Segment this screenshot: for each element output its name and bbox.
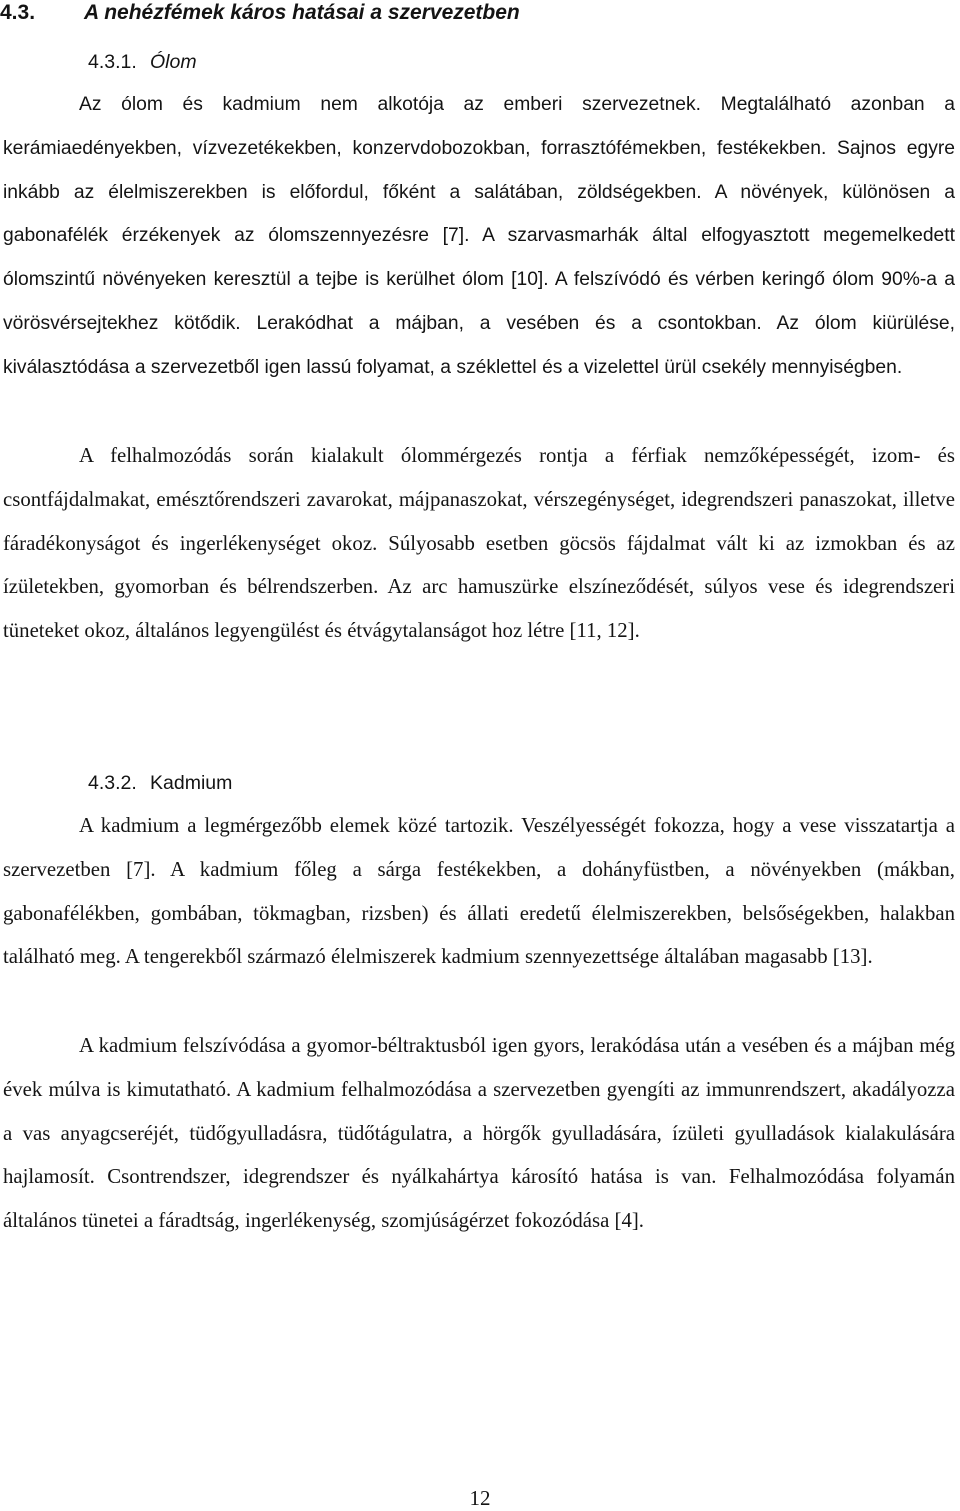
paragraph: A kadmium a legmérgezőbb elemek közé tartozik. Veszélyességét fokozza, hogy a vese visszatartja a szervezetben [7]. A kadmium főleg a sárga festékekben, a dohányfüstben, a növényekben (mákban, gabonafélékben, gombában, tökmagban, rizsben) és állati eredetű élelmiszerekben, belsőségekben, halakban található meg. A tengerekből származó élelmiszerek kadmium szennyezettsége általában magasabb [13].: [3, 814, 955, 969]
paragraph: A felhalmozódás során kialakult ólommérgezés rontja a férfiak nemzőképességét, izom- és csontfájdalmakat, emésztőrendszeri zavarokat, májpanaszokat, vérszegénységet, idegrendszeri panaszokat, illetve fáradékonyságot és ingerlékenységet okoz. Súlyosabb esetben göcsös fájdalmat vált ki az izmokban és az ízületekben, gyomorban és bélrendszerben. Az arc hamuszürke elszíneződését, súlyos vese és idegrendszeri tüneteket okoz, általános legyengülést és étvágytalanságot hoz létre [11, 12].: [3, 444, 955, 643]
paragraph: A kadmium felszívódása a gyomor-béltraktusból igen gyors, lerakódása után a vesében és a májban még évek múlva is kimutatható. A kadmium felhalmozódása a szervezetben gyengíti az immunrendszert, akadályozza a vas anyagcseréjét, tüdőgyulladásra, tüdőtágulatra, a hörgők gyulladására, ízületi gyulladások kialakulására hajlamosít. Csontrendszer, idegrendszer és nyálkahártya károsító hatása is van. Felhalmozódása folyamán általános tünetei a fáradtság, ingerlékenység, szomjúságérzet fokozódása [4].: [3, 1034, 955, 1233]
subsection-title: Kadmium: [150, 772, 233, 794]
subsection-title: Ólom: [150, 51, 197, 73]
subsection-number: 4.3.1.: [88, 51, 137, 73]
page-number: 12: [469, 1486, 491, 1510]
paragraph: Az ólom és kadmium nem alkotója az emberi szervezetnek. Megtalálható azonban a kerámiaedényekben, vízvezetékekben, konzervdobozokban, forrasztófémekben, festékekben. Sajnos egyre inkább az élelmiszerekben is előfordul, főként a salátában, zöldségekben. A növények, különösen a gabonafélék érzékenyek az ólomszennyezésre [7]. A szarvasmarhák által elfogyasztott megemelkedett ólomszintű növényeken keresztül a tejbe is kerülhet ólom [10]. A felszívódó és vérben keringő ólom 90%-a a vörösvérsejtekhez kötődik. Lerakódhat a májban, a vesében és a csontokban. Az ólom kiürülése, kiválasztódása a szervezetből igen lassú folyamat, a széklettel és a vizelettel ürül csekély mennyiségben.: [3, 94, 955, 378]
subsection-heading-cadmium: [88, 771, 232, 795]
subsection-number: 4.3.2.: [88, 772, 137, 794]
subsection-heading-lead: [88, 50, 197, 74]
section-heading: [0, 0, 520, 26]
section-number: 4.3.: [0, 1, 36, 24]
section-title: A nehézfémek káros hatásai a szervezetben: [84, 1, 520, 24]
